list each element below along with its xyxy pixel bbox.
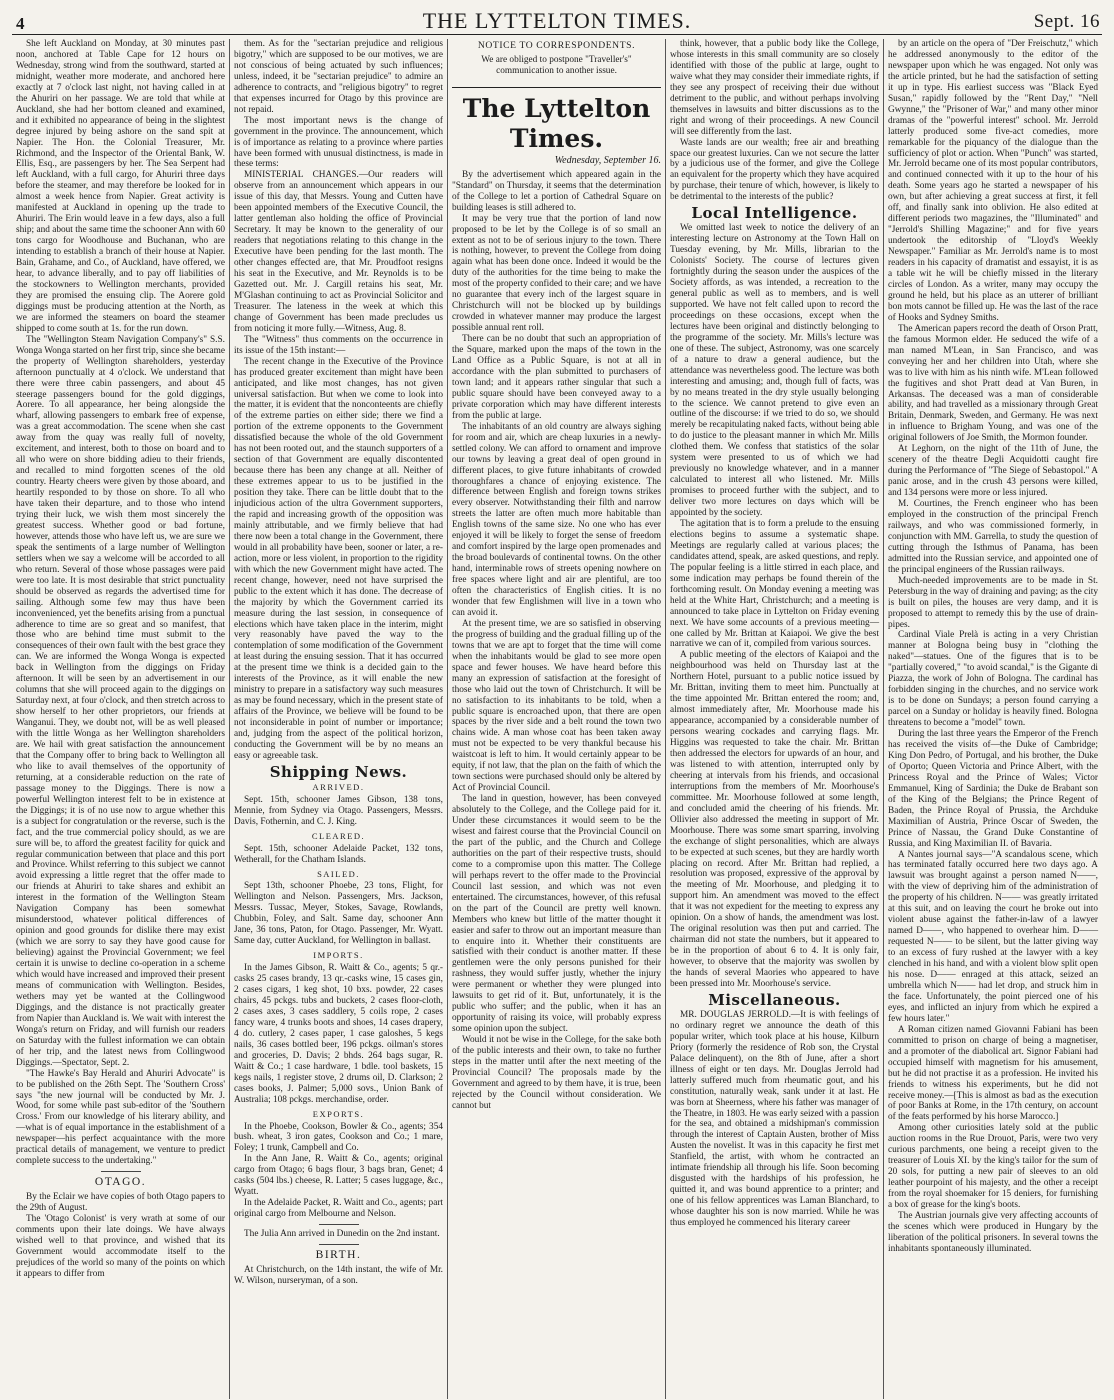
article-paragraph: The "Wellington Steam Navigation Company's" S.S. Wonga Wonga started on her first trip, since she became the property of Wellington shareholders, yesterday afternoon punctually at 4 o'clock. We understand that there were three cabin passengers, and about 45 steerage passengers bound for the gold diggings, Aorere. To all appearance, her being alongside the wharf, allowing passengers to embark free of expense, was a great accommodation. The scene when she cast away from the quay was really full of novelty, excitement, and interest, both to those on board and to all who were on shore bidding adieu to their friends, and recalled to mind forgotten scenes of the old country. Hearty cheers were given by those aboard, and heartily responded to by those on shore. To all who have taken their departure, and to those who intend trying their luck, we wish them most sincerely the greatest success. Whether good or bad fortune, however, attends those who have left us, we are sure we speak the sentiments of a large number of Wellington settlers when we say a welcome will be accorded to all who return. Several of those whose passages were paid were too late. It is most desirable that strict punctuality should be observed as regards the advertised time for sailing. Although some few may thus have been inconvenienced, yet the benefits arising from a punctual adherence to time are so great and so manifest, that those who are behind time must submit to the consequences of their own fault with the best grace they can. We are informed the Wonga Wonga is expected back in Wellington from the diggings on Friday afternoon. It will be seen by an advertisement in our columns that she will proceed again to the diggings on Saturday next, at four o'clock, and then stretch across to show herself to her other proprietors, our friends at Wanganui. They, we doubt not, will be as well pleased with the little Wonga as her Wellington shareholders are. We hail with great satisfaction the announcement that the Company offer to bring back to Wellington all who like to avail themselves of the opportunity of returning, at a considerable reduction on the rate of passage money to the Diggings. There is now a powerful Wellington interest felt to be in existence at the Diggings; it is of no use now to argue whether this is a subject for congratulation or the reverse, such is the fact, and the true commercial policy should, as we are sure will be, to afford the greatest facility for quick and regular communication between that place and this port and Province. Whilst referring to this subject we cannot avoid expressing a little regret that the offer made to our friends at Ahuriri to take shares and exhibit an interest in the formation of the Wellington Steam Navigation Company has been somewhat misunderstood, whatever political differences of opinion and good grounds for dislike there may exist (which we are sorry to say they have good cause for believing) against the Provincial Government; we feel certain it is unwise to decline co-operation in a scheme which would have increased and improved their present means of communication with Wellington. Besides, wethers may yet be wanted at the Collingwood Diggings, and the distance is not practically greater from Napier than Auckland is. We wait with interest the Wonga's return on Friday, and will furnish our readers on Saturday with the fullest information we can obtain of her trip, and the latest news from Collingwood Diggings.—Spectator, Sept. 2. [16, 334, 225, 1068]
notice-box [452, 41, 661, 77]
shipping-paragraph: Sept 13th, schooner Phoebe, 23 tons, Flight, for Wellington and Nelson. Passengers, Mrs. Jackson, Messrs. Tussac, Meyer, Stokes, Savage, Rowlands, Chubbin, Foley, and Salt. Same day, schooner Ann Jane, 36 tons, Paton, for Otago. Passenger, Mr. Wyatt. Same day, cutter Auckland, for Wellington in ballast. [234, 881, 443, 947]
running-title: THE LYTTELTON TIMES. [422, 8, 692, 33]
shipping-paragraph: In the Adelaide Packet, R. Waitt and Co., agents; part original cargo from Melbourne and Nelson. [234, 1198, 443, 1220]
editorial-paragraph: By the advertisement which appeared again in the "Standard" on Thursday, it seems that the determination of the College to let a portion of Cathedral Square on building leases is still adhered to. [452, 169, 661, 213]
column-5 [884, 39, 1102, 1399]
editorial-paragraph: At the present time, we are so satisfied in observing the progress of building and the gradual filling up of the towns that we are apt to forget that the time will come when the inhabitants would be glad to see more open space and fewer houses. We have heard before this many an expression of satisfaction at the foresight of those who laid out the town of Christchurch. It will be no satisfaction to its inhabitants to be told, when a public square is encroached upon, that there are open spaces by the river side and a belt round the town two chains wide. A man whose coat has been taken away must not be expected to be very thankful because his waistcoat is left to him. It would certainly appear to be equity, if not law, that the plan on the faith of which the town sections were purchased should only be altered by Act of Provincial Council. [452, 618, 661, 794]
article-paragraph: "The Hawke's Bay Herald and Ahuriri Advocate" is to be published on the 26th Sept. The 'Southern Cross' says "the new journal will be conducted by Mr. J. Wood, for some while past sub-editor of the 'Southern Cross.' From our knowledge of his literary ability, and—what is of equal importance in the establishment of a newspaper—his perfect acquaintance with the more practical details of management, we venture to predict complete success to the undertaking." [16, 1068, 225, 1167]
article-paragraph: them. As for the "sectarian prejudice and religious bigotry," which are supposed to be our motives, we are not conscious of being actuated by such influences; unless, indeed, it be "sectarian prejudice" to admire an adherence to contracts, and "religious bigotry" to regret that expenses incurred for Otago by this province are not repaid. [234, 39, 443, 115]
article-paragraph: By the Eclair we have copies of both Otago papers to the 29th of August. [16, 1192, 225, 1214]
birth-notice: At Christchurch, on the 14th instant, the wife of Mr. W. Wilson, nurseryman, of a son. [234, 1264, 443, 1286]
exports-heading: EXPORTS. [312, 1108, 365, 1119]
local-intelligence-heading: Local Intelligence. [691, 204, 858, 223]
section-divider [101, 1171, 141, 1172]
arrived-heading: ARRIVED. [312, 781, 365, 792]
cleared-heading: CLEARED. [311, 830, 366, 841]
article-paragraph: M. Courtines, the French engineer who has been employed in the construction of the principal French railways, and who was commissioned formerly, in conjunction with MM. Garrella, to study the question of cutting through the Isthmus of Panama, has been admitted into the Russian service, and appointed one of the principal engineers of the Russian railways. [888, 499, 1098, 575]
article-paragraph: Cardinal Viale Prelà is acting in a very Christian manner at Bologna being busy in "clothing the naked"—statues. One of the figures that is to be "partially covered," "to avoid scandal," is the Gigante di Piazza, the work of John of Bologna. The cardinal has forbidden singing in the churches, and no service work is to be done on Sundays; a person found carrying a parcel on a Sunday or holiday is heavily fined. Bologna threatens to become a "model" town. [888, 630, 1098, 729]
article-paragraph: We omitted last week to notice the delivery of an interesting lecture on Astronomy at the Town Hall on Tuesday evening, by Mr. Mills, librarian to the Colonists' Society. The course of lectures given fortnightly during the season under the auspices of the Society affords, as was intended, a recreation to the general public as well as to members, and is well supported. We have not felt called upon to record the proceedings on these occasions, except when the lectures have been original and distinctly belonging to the programme of the society. Mr. Mills's lecture was one of these. The subject, Astronomy, was one scarcely of a nature to draw a general audience, but the attendance was nevertheless good. The lecture was both interesting and amusing; and, though full of facts, was by no means treated in the dry style usually belonging to the science. We cannot pretend to give even an outline of the discourse: if we tried to do so, we should merely be recapitulating naked facts, without being able to do justice to the pleasant manner in which Mr. Mills clothed them. We confess that statistics of the solar system were presented to us of which we had previously no knowledge whatever, and in a manner calculated to interest all who listened. Mr. Mills promises to proceed further with the subject, and to deliver two more lectures on days which will be appointed by the society. [670, 223, 879, 519]
shipping-paragraph: In the James Gibson, R. Waitt & Co., agents; 5 qr.-casks 25 cases brandy, 13 qr.-casks wine, 15 cases gin, 2 cases cigars, 1 keg shot, 10 bxs. powder, 22 cases chairs, 45 pckgs. tubs and buckets, 2 cases floor-cloth, 2 cases axes, 3 cases saddlery, 5 coils rope, 2 cases fancy ware, 4 trunks boots and shoes, 14 cases drapery, 4 do. cutlery, 2 cases paper, 1 case galoshes, 5 kegs nails, 36 cases bottled beer, 196 pckgs. oilman's stores and groceries, D. Davis; 2 bhds. 264 bags sugar, R. Waitt & Co.; 1 case hardware, 1 bdle. tool baskets, 15 kegs nails, 1 register stove, 2 drums oil, D. Clarkson; 2 cases books, J. Palmer; 5,000 sovs., Union Bank of Australia; 108 pckgs. merchandise, order. [234, 963, 443, 1105]
shipping-paragraph: In the Phoebe, Cookson, Bowler & Co., agents; 354 bush. wheat, 3 iron gates, Cookson and Co.; 1 mare, Foley; 1 trunk, Campbell and Co. [234, 1121, 443, 1154]
article-paragraph: Much-needed improvements are to be made in St. Petersburg in the way of draining and paving; as the city is built on piles, the houses are very damp, and it is proposed to attempt to remedy this by the use of drain-pipes. [888, 575, 1098, 630]
article-paragraph: The recent change in the Executive of the Province has produced greater excitement than might have been anticipated, and like most changes, has not given universal satisfaction. But when we come to look into the matter, it is evident that the nonconteents are chiefly of the extreme parties on either side; there we find a portion of the extreme opponents to the Government dissatisfied because the whole of the old Government has not been rooted out, and the staunch supporters of a section of that Government are equally discontented because there has been any change at all. Neither of these extremes appear to us to be justified in the position they take. There can be little doubt that to the injudicious action of the ultra Government supporters, the rapid and increasing growth of the opposition was mainly attributable, and we firmly believe that had there now been a total change in the Government, there would in all probability have been, sooner or later, a re-action, more or less violent, in proportion to the rigidity with which the new Government might have acted. The recent change, however, need not have surprised the public to the extent which it has done. The decrease of the majority by which the Government carried its measure during the last session, in consequence of elections which have taken place in the interim, might very reasonably have paved the way to the contemplation of some modification of the Government at least during the ensuing session. That it has occurred at the present time we think is a decided gain to the interests of the Province, as it will enable the new ministry to prepare in a satisfactory way such measures as may be found necessary, which in the present state of affairs of the Province, we believe will be found to be not inconsiderable in point of number or importance; and, judging from the aspect of the political horizon, conducting the Government will be by no means an easy or agreeable task. [234, 356, 443, 761]
article-paragraph: The Austrian journals give very affecting accounts of the scenes which were produced in Hungary by the liberation of the political prisoners. In several towns the inhabitants spontaneously illuminated. [888, 1210, 1098, 1254]
editorial-paragraph: The land in question, however, has been conveyed absolutely to the College, and the College paid for it. Under these circumstances it would seem to be the wisest and fairest course that the Provincial Council on the part of the public, and the Church and College authorities on the part of their respective trusts, should come to a compromise upon this matter. The College will perhaps revert to the offer made to the Provincial Council last session, and which was not even entertained. The circumstances, however, of this refusal on the part of the Council are pretty well known. Members who knew but little of the matter thought it easier and safer to throw out an important measure than to enquire into it. Whether their constituents are satisfied with their conduct is another matter. If these gentlemen were the only persons punished for their rashness, they would suffer justly, whether the injury were permanent or whether they were plunged into lawsuits to get rid of it. But, unfortunately, it is the public who suffer; and the public, when it has an opportunity of raising its voice, will probably express some opinion upon the subject. [452, 794, 661, 1035]
section-divider [319, 1244, 359, 1245]
column-3 [448, 39, 666, 1399]
article-paragraph: The American papers record the death of Orson Pratt, the famous Mormon elder. He seduced the wife of a man named M'Lean, in San Francisco, and was conveying her and her children into Utah, where she was to live with him as his ninth wife. M'Lean followed the fugitives and shot Pratt dead at Van Buren, in Arkansas. The deceased was a man of considerable ability, and had travelled as a missionary through Great Britain, Denmark, Sweden, and Germany. He was next in influence to Brigham Young, and was one of the original followers of Joe Smith, the Mormon founder. [888, 323, 1098, 444]
birth-heading: BIRTH. [315, 1249, 362, 1262]
article-paragraph: MINISTERIAL CHANGES.—Our readers will observe from an announcement which appears in our issue of this day, that Messrs. Young and Cutten have been appointed members of the Executive Council, the latter gentleman also holding the office of Provincial Secretary. It may be known to the generality of our readers that negotiations relating to this change in the Executive have been pending for the last month. The other changes effected are, that Mr. Proudfoot resigns his seat in the Executive, and Mr. Reynolds is to be Gazetted out. Mr. J. Cargill retains his seat, Mr. M'Glashan continuing to act as Provincial Solicitor and Treasurer. The lateness in the week at which this change of Government has been made precludes us from noticing it more fully.—Witness, Aug. 8. [234, 170, 443, 334]
editorial-dateline: Wednesday, September 16. [554, 154, 661, 166]
editorial-paragraph: The inhabitants of an old country are always sighing for room and air, which are cheap luxuries in a newly-settled colony. We can afford to ornament and improve our towns by leaving a great deal of open ground in different places, to give future inhabitants of crowded thoroughfares a chance of enjoying existence. The difference between English and foreign towns strikes every observer. Notwithstanding their filth and narrow streets the latter are often much more habitable than English towns of the same size. No one who has ever enjoyed it will be likely to forget the sense of freedom and comfort inspired by the large open promenades and the broad boulevards of continental towns. On the other hand, interminable rows of streets opening nowhere on free spaces where light and air are plentiful, are too often the characteristics of English cities. It is no wonder that few Englishmen will live in a town who can avoid it. [452, 421, 661, 618]
shipping-paragraph: In the Ann Jane, R. Waitt & Co., agents; original cargo from Otago; 6 bags flour, 3 bags bran, Genet; 4 casks (504 lbs.) cheese, R. Latter; 5 cases luggage, &c., Wyatt. [234, 1154, 443, 1198]
article-paragraph: The agitation that is to form a prelude to the ensuing elections begins to assume a systematic shape. Meetings are regularly called at various places; the candidates attend, speak, are asked questions, and reply. The popular feeling is a little stirred in each place, and some indication may perhaps be found therein of the forthcoming result. On Monday evening a meeting was held at the White Hart, Christchurch; and a meeting is announced to take place in Lyttelton on Friday evening next. We have some accounts of a previous meeting—one called by Mr. Brittan at Kaiapoi. We give the best narrative we can of it, compiled from various sources. [670, 518, 879, 650]
sailed-heading: SAILED. [317, 868, 360, 879]
article-paragraph: MR. DOUGLAS JERROLD.—It is with feelings of no ordinary regret we announce the death of this popular writer, which took place at his house, Kilburn Priory (formerly the residence of Rob son, the Crystal Palace delinquent), on the 8th of June, after a short illness of eight or ten days. Mr. Douglas Jerrold had latterly suffered much from rheumatic gout, and his constitution, naturally weak, sank under it at last. He was born at Sheerness, where his father was manager of the Theatre, in 1803. He was early seized with a passion for the sea, and obtained a midshipman's commission through the interest of Captain Austen, brother of Miss Austen the novelist. It was in this capacity he first met Stanfield, the artist, with whom he contracted an intimate friendship all through his life. Soon becoming disgusted with the hardships of his profession, he quitted it, and was bound apprentice to a printer; and one of his fellow apprentices was Laman Blanchard, to whose daughter his son is now married. While he was thus employed he commenced his literary career [670, 1009, 879, 1229]
article-paragraph: A public meeting of the electors of Kaiapoi and the neighbourhood was held on Thursday last at the Northern Hotel, pursuant to a public notice issued by Mr. Brittan, inviting them to meet him. Punctually at the time appointed Mr. Brittan entered the room; and, almost immediately after, Mr. Moorhouse made his appearance, accompanied by a considerable number of persons wearing cockades and carrying flags. Mr. Higgins was requested to take the chair. Mr. Brittan then addressed the electors for upwards of an hour, and was listened to with attention, interrupted only by cheering at intervals from his friends, and occasional interruptions from the members of Mr. Moorhouse's committee. Mr. Moorhouse followed at some length, and concluded amid the cheering of his friends. Mr. Ollivier also addressed the meeting in support of Mr. Moorhouse. There was some smart sparring, involving the exchange of slight personalities, which are always to be expected at such scenes, but they are hardly worth placing on record. After Mr. Brittan had replied, a resolution was proposed, expressive of the approval by the meeting of Mr. Moorhouse, and pledging it to support him. An amendment was moved to the effect that it was not expedient for the meeting to express any opinion. On a show of hands, the amendment was lost. The original resolution was then put and carried. The chairman did not state the numbers, but it appeared to be in the proportion of about 6 to 4. It is only fair, however, to observe that the majority was swollen by the hands of several Maories who appeared to have been pressed into Mr. Moorhouse's service. [670, 650, 879, 990]
notice-heading: NOTICE TO CORRESPONDENTS. [477, 40, 636, 51]
editorial-paragraph: It may be very true that the portion of land now proposed to be let by the College is of so small an extent as not to be of serious injury to the town. There is nothing, however, to prevent the College from doing again what has been done once. Indeed it would be the duty of the authorities for the time being to make the most of the property confided to their care; and we have no guarantee that every inch of the largest square in Christchurch will not be blocked up by buildings crowded in whatever manner may produce the largest possible annual rent roll. [452, 213, 661, 334]
article-paragraph: A Nantes journal says—"A scandalous scene, which has terminated fatally occurred here two days ago. A lawsuit was brought against a person named N——, with the view of depriving him of the administration of the property of his children. N—— was greatly irritated at this suit, and on leaving the court he broke out into violent abuse against the father-in-law of a lawyer named D——, who happened to overhear him. D—— requested N—— to be silent, but the latter giving way to an excess of fury rushed at the lawyer with a key clenched in his hand, and with a violent blow split open his nose. D—— enraged at this attack, seized an umbrella which N—— had let drop, and struck him in the face. Unfortunately, the point pierced one of his eyes, and inflicted an injury from which he expired a few hours later." [888, 849, 1098, 1024]
columns [12, 39, 1102, 1399]
article-paragraph: by an article on the opera of "Der Freischutz," which he addressed anonymously to the editor of the newspaper upon which he was engaged. Not only was the article printed, but he had the satisfaction of setting it up in type. His earliest success was "Black Eyed Susan," rapidly followed by the "Rent Day," "Nell Gwynne," the "Prisoner of War," and many other minor dramas of the "powerful interest" school. Mr. Jerrold latterly produced some five-act comedies, more remarkable for the piquancy of the dialogue than the sufficiency of plot or action. When "Punch" was started, Mr. Jerrold became one of its most popular contributors, and continued connected with it up to the hour of his death. Some years ago he started a newspaper of his own, but after achieving a great success at first, it fell off, and finally sank into oblivion. He also edited at different periods two magazines, the "Illuminated" and "Jerrold's Shilling Magazine;" and for five years undertook the editorship of "Lloyd's Weekly Newspaper." Familiar as Mr. Jerrold's name is to most readers in his capacity of dramatist and essayist, it is as a table wit he will be chiefly missed in the literary circles of London. As a writer, many may occupy the ground he held, but his place as an utterer of brilliant bon mots cannot be filled up. He was the last of the race of Hooks and Sydney Smiths. [888, 39, 1098, 323]
article-paragraph: Among other curiosities lately sold at the public auction rooms in the Rue Drouot, Paris, were two very curious parchments, one being a receipt given to the treasurer of Louis XI. by the king's tailor for the sum of 20 sols, for putting a new pair of sleeves to an old leather pourpoint of his majesty, and the other a receipt from the royal shoemaker for 15 deniers, for furnishing a box of grease for the king's boots. [888, 1123, 1098, 1211]
article-paragraph: A Roman citizen named Giovanni Fabiani has been committed to prison on charge of being a magnetiser, and a promoter of the diabolical art. Signor Fabiani had occupied himself with magnetism for his amusement, but he did not practise it as a profession. He invited his friends to witness his experiments, but he did not receive money.—[This is almost as bad as the execution of poor Banks at Rome, in the 17th century, on account of the feats performed by his horse Marocco.] [888, 1024, 1098, 1123]
column-4 [666, 39, 884, 1399]
column-1 [12, 39, 230, 1399]
editorial-paragraph: Waste lands are our wealth; free air and breathing space our greatest luxuries. Can we not secure the latter by a judicious use of the former, and give the College an equivalent for the property which they have acquired by purchase, their tenure of which, however, is likely to be detrimental to the interests of the public? [670, 137, 879, 203]
article-paragraph: She left Auckland on Monday, at 30 minutes past noon, anchored at Table Cape for 12 hours on Wednesday, strong wind from the southward, started at midnight, weather more moderate, and anchored here exactly at 7 o'clock last night, not having called in at the Ahuriri on her passage. We are told that while at Auckland, she had her bottom cleaned and examined, and it exhibited no appearance of being in the slightest degree injured by being ashore on the sand spit at Napier. The Hon. the Colonial Treasurer, Mr. Richmond, and the Inspector of the Oriental Bank, W. Ellis, Esq., are passengers by her. The Sea Serpent had left Auckland, with a full cargo, for Ahuriri three days before the steamer, and may therefore be looked for in almost a week hence from Napier. Great activity is manifested at Auckland in opening up the trade to Ahuriri. The Erin would leave in a few days, also a full ship; and about the same time the schooner Ann with 60 tons cargo for Woodhouse and Buchanan, who are intending to establish a branch of their house at Napier. Bain, Grahame, and Co., of Auckland, have offered, we hear, to advance liberally, and to pay off liabilities of the stockowners to Wellington merchants, provided they are promised the ensuing clip. The Aorere gold diggings must be producing attention at the North, as we are informed the steamers on board the steamer shipped to come south at 1s. for the run down. [16, 39, 225, 334]
page-number: 4 [16, 14, 25, 33]
article-paragraph: During the last three years the Emperor of the French has received the visits of—the Duke of Cambridge; King Don Pedro, of Portugal, and his brother, the Duke of Oporto; Queen Victoria and Prince Albert, with the Princess Royal and the Prince of Wales; Victor Emmanuel, King of Sardinia; the Duke de Brabant son of the King of the Belgians; the Prince Regent of Baden, the Prince Royal of Prussia, the Archduke Maximilian of Austria, Prince Oscar of Sweden, the Prince of Nassau, the Grand Duke Constantine of Russia, and King Maximilian II. of Bavaria. [888, 729, 1098, 849]
imports-heading: IMPORTS. [313, 950, 364, 961]
miscellaneous-heading: Miscellaneous. [708, 990, 841, 1009]
page-header [12, 6, 1102, 35]
article-paragraph: The most important news is the change of government in the province. The announcement, which is of importance as relating to a province where parties have been formed with unusual distinctness, is made in these terms: [234, 115, 443, 170]
shipping-paragraph: Sept. 15th, schooner Adelaide Packet, 132 tons, Wetherall, for the Chatham Islands. [234, 843, 443, 865]
notice-text: We are obliged to postpone "Traveller's" communication to another issue. [481, 54, 632, 76]
section-divider [319, 1224, 359, 1225]
article-paragraph: The "Witness" thus comments on the occurrence in its issue of the 15th instant:— [234, 334, 443, 356]
editorial-paragraph: think, however, that a public body like the College, whose interests in this small community are so closely identified with those of the public at large, ought to waive what they may consider their immediate rights, if they see any prospect of receiving their due without detriment to the public, and without perhaps involving themselves in lawsuits and bitter discussions as to the right and wrong of their proceedings. A new Council will see differently from the last. [670, 39, 879, 137]
otago-heading: OTAGO. [94, 1176, 147, 1189]
shipping-paragraph: The Julia Ann arrived in Dunedin on the 2nd instant. [244, 1229, 440, 1240]
shipping-paragraph: Sept. 15th, schooner James Gibson, 138 tons, Mennie, from Sydney via Otago. Passengers, Messrs. Davis, Fothernin, and C. J. King. [234, 794, 443, 827]
editorial-paragraph: Would it not be wise in the College, for the sake both of the public interests and their own, to take no further steps in the matter until after the next meeting of the Provincial Council? The proposals made by the Government and agreed to by them have, it is true, been rejected by the Council without consideration. We cannot but [452, 1035, 661, 1111]
article-paragraph: At Leghorn, on the night of the 11th of June, the scenery of the theatre Degli Acquidotti caught fire during the Performance of "The Siege of Sebastopol." A panic arose, and in the crush 43 persons were killed, and 134 persons were more or less injured. [888, 444, 1098, 499]
running-date: Sept. 16 [1033, 11, 1100, 32]
shipping-news-heading: Shipping News. [269, 762, 408, 781]
column-2 [230, 39, 448, 1399]
newspaper-flag: The Lyttelton Times. [452, 87, 661, 154]
article-paragraph: The 'Otago Colonist' is very wrath at some of our comments upon their late doings. We have always wished well to that province, and wished that its Government would accommodate itself to the prejudices of the world so many of the points on which it appears to differ from [16, 1214, 225, 1279]
editorial-paragraph: There can be no doubt that such an appropriation of the Square, marked upon the maps of the town in the Land Office as a Public Square, is not at all in accordance with the plan submitted to purchasers of town land; and it appears rather singular that such a public square should have been conveyed away to a private corporation which may have different interests from the public at large. [452, 334, 661, 421]
